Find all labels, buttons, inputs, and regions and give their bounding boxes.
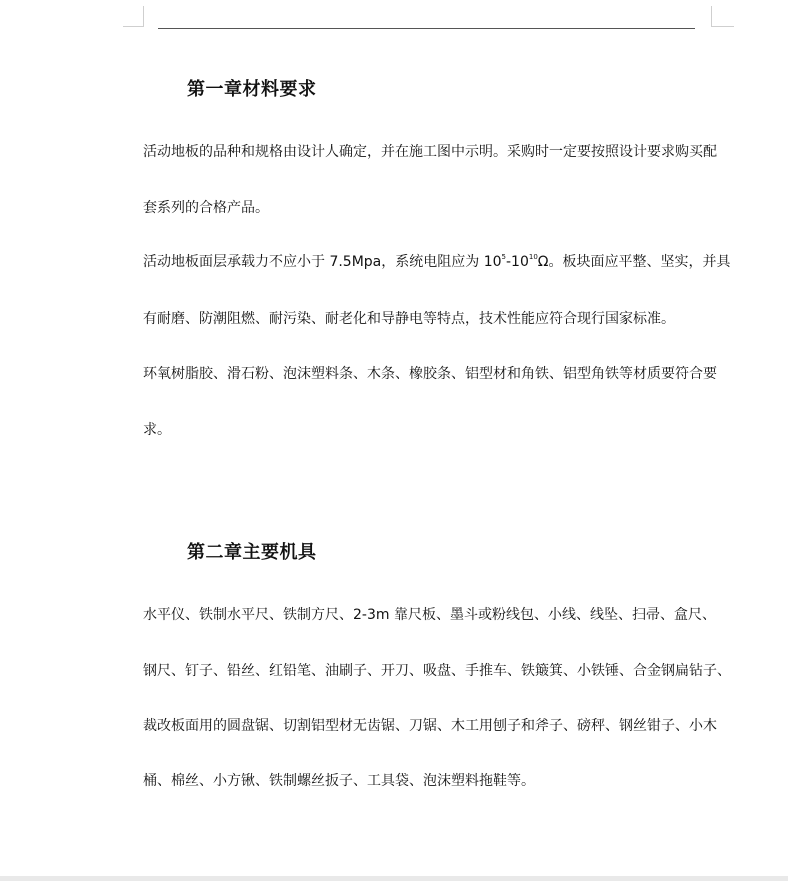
- paragraph-line: 套系列的合格产品。: [143, 200, 269, 216]
- chapter-1-heading: 第一章材料要求: [187, 79, 317, 100]
- chapter-2-heading: 第二章主要机具: [187, 542, 317, 563]
- page-corner-top-left: [123, 6, 144, 27]
- exponent-1: 5: [501, 253, 506, 261]
- paragraph-line: 活动地板的品种和规格由设计人确定，并在施工图中示明。采购时一定要按照设计要求购买配: [143, 144, 717, 160]
- bottom-scroll-area: [0, 876, 788, 881]
- paragraph-line: 环氧树脂胶、滑石粉、泡沫塑料条、木条、橡胶条、铝型材和角铁、铝型角铁等材质要符合要: [143, 366, 717, 382]
- page-corner-top-right: [711, 6, 734, 27]
- exponent-2: 10: [528, 253, 538, 261]
- paragraph-line: 有耐磨、防潮阻燃、耐污染、耐老化和导静电等特点，技术性能应符合现行国家标准。: [143, 311, 675, 327]
- paragraph-line: 裁改板面用的圆盘锯、切割铝型材无齿锯、刀锯、木工用刨子和斧子、磅秤、钢丝钳子、小木: [143, 718, 717, 734]
- resistance-line: [143, 253, 731, 271]
- resistance-text-mid: -10: [506, 254, 529, 270]
- paragraph-line: 水平仪、铁制水平尺、铁制方尺、2-3m 靠尺板、墨斗或粉线包、小线、线坠、扫帚、盒尺、: [143, 607, 716, 623]
- paragraph-line: 求。: [143, 422, 171, 438]
- resistance-text-after: Ω。板块面应平整、坚实，并具: [537, 254, 731, 270]
- paragraph-line: 桶、棉丝、小方锹、铁制螺丝扳子、工具袋、泡沫塑料拖鞋等。: [143, 773, 535, 789]
- resistance-text-before: 活动地板面层承载力不应小于 7.5Mpa，系统电阻应为 10: [143, 254, 502, 270]
- paragraph-line: 钢尺、钉子、铅丝、红铅笔、油刷子、开刀、吸盘、手推车、铁簸箕、小铁锤、合金钢扁钻子、: [143, 663, 731, 679]
- header-rule: [158, 28, 695, 29]
